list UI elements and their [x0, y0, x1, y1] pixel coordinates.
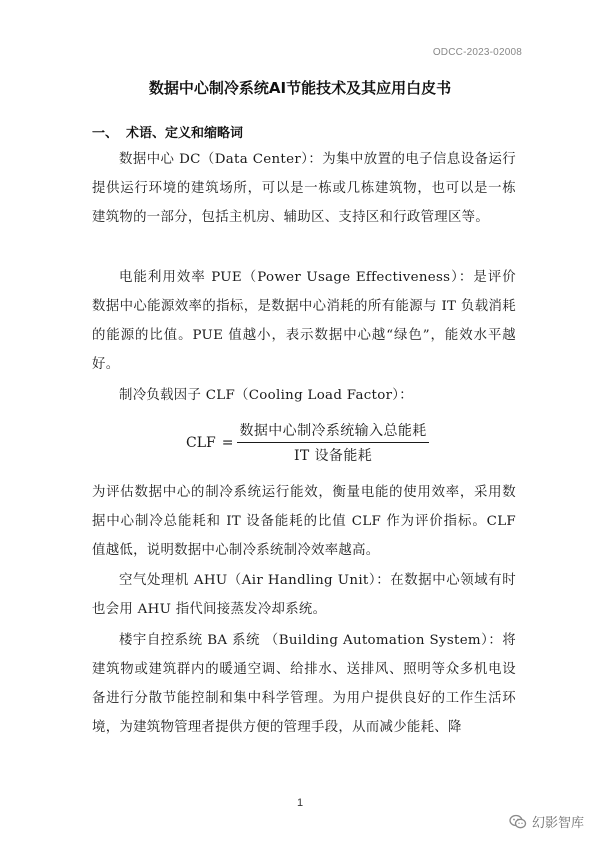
formula-equals: =: [221, 434, 234, 451]
paragraph-ahu: 空气处理机 AHU（Air Handling Unit）：在数据中心领域有时也会用 AHU 指代间接蒸发冷却系统。: [92, 573, 516, 617]
page-number: 1: [296, 797, 304, 809]
wechat-icon: [509, 814, 527, 830]
paragraph-ahu-block: [92, 566, 516, 624]
formula-fraction: [237, 420, 428, 465]
paragraph-clf-desc-block: [92, 478, 516, 565]
watermark-text: 幻影智库: [531, 816, 584, 831]
formula-numerator: 数据中心制冷系统输入总能耗: [237, 420, 428, 443]
section-heading: [92, 122, 243, 141]
formula-lhs: CLF: [186, 434, 216, 451]
clf-formula: [186, 420, 429, 465]
page-title: 数据中心制冷系统AI节能技术及其应用白皮书: [148, 79, 452, 97]
section-title: 术语、定义和缩略词: [126, 126, 244, 141]
section-number: 一、: [92, 126, 119, 141]
document-code: ODCC-2023-02008: [432, 47, 522, 58]
formula-denominator: IT 设备能耗: [294, 448, 373, 464]
paragraph-ba: 楼宇自控系统 BA 系统 （Building Automation System）：将建筑物或建筑群内的暖通空调、给排水、送排风、照明等众多机电设备进行分散节能控制和集中科学管理。为用户提供良好的工作生活环境，为建筑物管理者提供方便的管理手段，从而减少能耗、降: [92, 633, 516, 735]
paragraph-clf-intro-block: [92, 381, 516, 410]
paragraph-pue: 电能利用效率 PUE（Power Usage Effectiveness）：是评价数据中心能源效率的指标，是数据中心消耗的所有能源与 IT 负载消耗的能源的比值。PUE 值越小，表示数据中心越“绿色”，能效水平越好。: [92, 270, 516, 372]
paragraph-clf-desc: 为评估数据中心的制冷系统运行能效，衡量电能的使用效率，采用数据中心制冷总能耗和 IT 设备能耗的比值 CLF 作为评价指标。CLF 值越低，说明数据中心制冷系统制冷效率越高。: [92, 485, 516, 558]
watermark: [509, 812, 584, 831]
paragraph-dc-block: [92, 145, 516, 232]
paragraph-clf-intro: 制冷负载因子 CLF（Cooling Load Factor）：: [119, 388, 413, 403]
paragraph-dc: 数据中心 DC（Data Center）：为集中放置的电子信息设备运行提供运行环境的建筑场所，可以是一栋或几栋建筑物，也可以是一栋建筑物的一部分，包括主机房、辅助区、支持区和行政管理区等。: [92, 152, 516, 225]
paragraph-ba-block: [92, 626, 516, 742]
paragraph-pue-block: [92, 263, 516, 379]
